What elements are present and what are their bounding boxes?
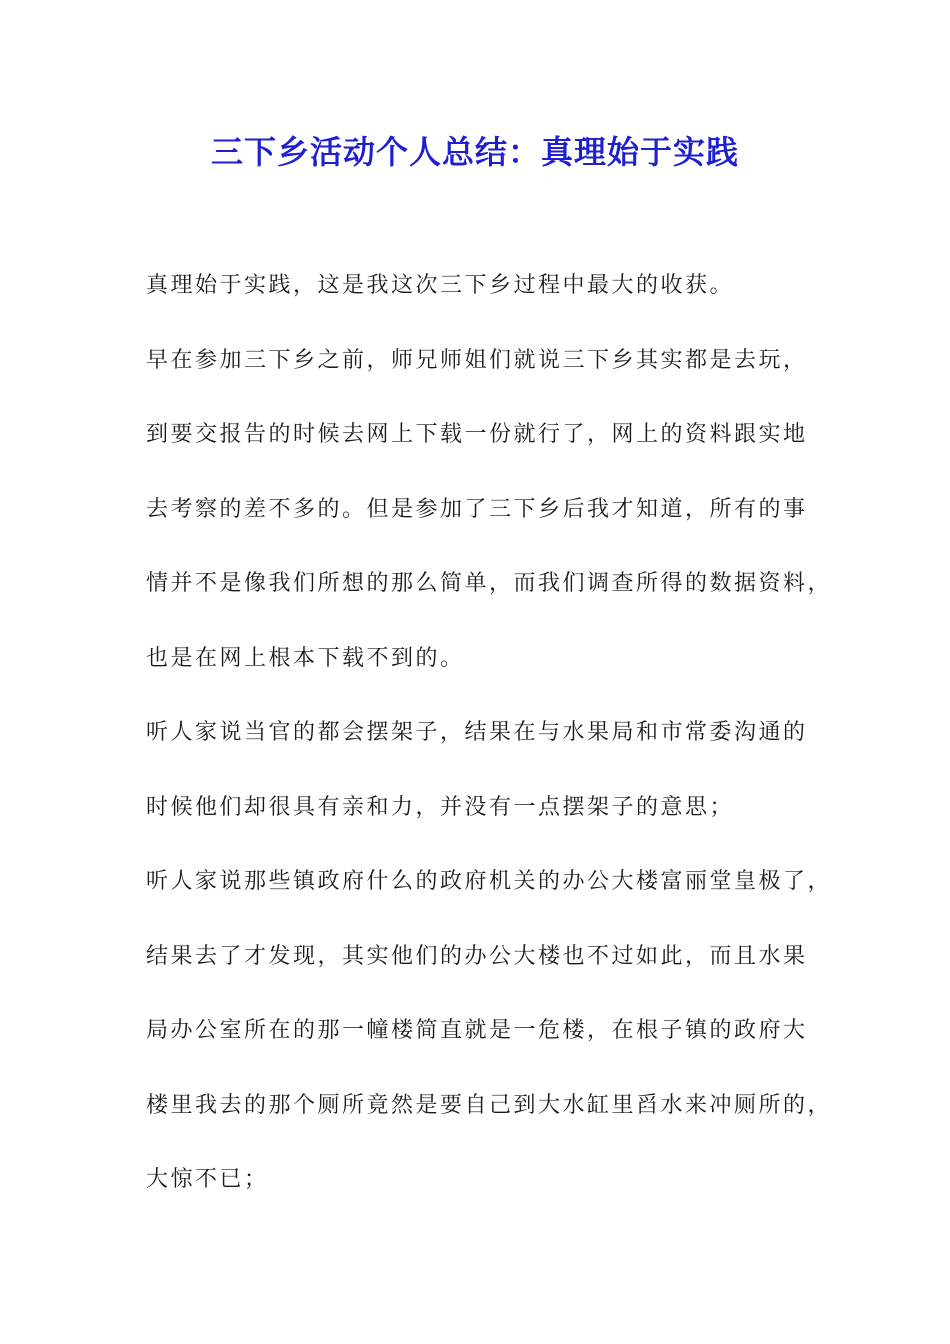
document-body	[146, 264, 836, 1233]
body-line: 大惊不已；	[146, 1167, 269, 1192]
body-line: 真理始于实践，这是我这次三下乡过程中最大的收获。	[146, 273, 735, 298]
body-line: 早在参加三下乡之前，师兄师姐们就说三下乡其实都是去玩，	[146, 347, 808, 373]
document-title: 三下乡活动个人总结：真理始于实践	[210, 133, 739, 171]
body-line: 时候他们却很具有亲和力，并没有一点摆架子的意思；	[146, 794, 735, 820]
body-line: 听人家说当官的都会摆架子，结果在与水果局和市常委沟通的	[146, 720, 808, 745]
body-line: 情并不是像我们所想的那么简单，而我们调查所得的数据资料，	[146, 571, 833, 596]
body-line: 去考察的差不多的。但是参加了三下乡后我才知道，所有的事	[146, 496, 808, 522]
body-line: 听人家说那些镇政府什么的政府机关的办公大楼富丽堂皇极了，	[146, 869, 833, 894]
body-line: 也是在网上根本下载不到的。	[146, 645, 465, 671]
body-line: 到要交报告的时候去网上下载一份就行了，网上的资料跟实地	[146, 422, 808, 447]
body-line: 局办公室所在的那一幢楼简直就是一危楼，在根子镇的政府大	[146, 1018, 808, 1043]
body-line: 结果去了才发现，其实他们的办公大楼也不过如此，而且水果	[146, 943, 808, 969]
body-line: 楼里我去的那个厕所竟然是要自己到大水缸里舀水来冲厕所的，	[146, 1092, 833, 1118]
